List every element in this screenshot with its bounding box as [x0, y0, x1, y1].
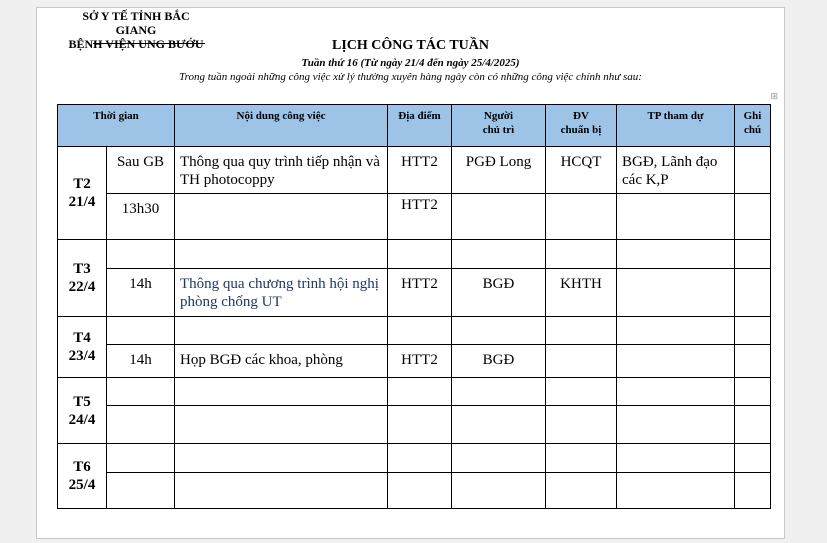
time-cell[interactable]: Sau GB — [107, 147, 175, 194]
note-cell[interactable] — [735, 378, 771, 406]
host-cell[interactable]: BGĐ — [452, 269, 546, 317]
time-cell[interactable]: 14h — [107, 345, 175, 378]
time-cell[interactable] — [107, 240, 175, 269]
location-cell[interactable] — [388, 444, 452, 473]
attendees-cell[interactable] — [617, 345, 735, 378]
note-cell[interactable] — [735, 406, 771, 444]
location-cell[interactable] — [388, 240, 452, 269]
content-cell[interactable] — [175, 444, 388, 473]
time-cell[interactable] — [107, 473, 175, 509]
attendees-cell[interactable] — [617, 194, 735, 240]
table-row — [58, 194, 771, 240]
attendees-cell[interactable] — [617, 317, 735, 345]
note-cell[interactable] — [735, 444, 771, 473]
table-row — [58, 147, 771, 194]
col-prep-label-1: ĐV — [573, 110, 589, 122]
day-name: T2 — [73, 176, 91, 192]
col-note-label-2: chú — [743, 124, 762, 136]
day-cell — [58, 444, 107, 509]
org-department: SỞ Y TẾ TỈNH BẮC GIANG — [82, 9, 190, 37]
host-cell[interactable] — [452, 406, 546, 444]
location-cell[interactable] — [388, 406, 452, 444]
location-cell[interactable] — [388, 317, 452, 345]
content-cell[interactable] — [175, 317, 388, 345]
host-cell[interactable] — [452, 317, 546, 345]
attendees-cell[interactable] — [617, 473, 735, 509]
content-cell[interactable] — [175, 194, 388, 240]
table-row — [58, 345, 771, 378]
time-cell[interactable] — [107, 317, 175, 345]
col-time-header: Thời gian — [58, 105, 175, 147]
col-location-header: Địa điểm — [388, 105, 452, 147]
prep-cell[interactable] — [546, 317, 617, 345]
note-cell[interactable] — [735, 317, 771, 345]
col-note-header — [735, 105, 771, 147]
prep-cell[interactable] — [546, 378, 617, 406]
prep-cell[interactable] — [546, 444, 617, 473]
location-cell[interactable] — [388, 378, 452, 406]
prep-cell[interactable] — [546, 345, 617, 378]
prep-cell[interactable]: KHTH — [546, 269, 617, 317]
host-cell[interactable] — [452, 378, 546, 406]
table-row — [58, 240, 771, 269]
note-cell[interactable] — [735, 345, 771, 378]
location-cell[interactable]: HTT2 — [388, 269, 452, 317]
prep-cell[interactable] — [546, 406, 617, 444]
prep-cell[interactable] — [546, 473, 617, 509]
attendees-cell[interactable]: BGĐ, Lãnh đạo các K,P — [617, 147, 735, 194]
content-cell[interactable]: Họp BGĐ các khoa, phòng — [175, 345, 388, 378]
content-cell[interactable]: Thông qua quy trình tiếp nhận và TH photocoppy — [175, 147, 388, 194]
location-cell[interactable]: HTT2 — [388, 345, 452, 378]
day-cell — [58, 378, 107, 444]
time-cell[interactable] — [107, 406, 175, 444]
day-cell — [58, 147, 107, 240]
note-cell[interactable] — [735, 269, 771, 317]
attendees-cell[interactable] — [617, 240, 735, 269]
host-cell[interactable] — [452, 444, 546, 473]
col-host-header — [452, 105, 546, 147]
table-row — [58, 473, 771, 509]
table-row — [58, 317, 771, 345]
time-cell[interactable] — [107, 444, 175, 473]
day-date: 22/4 — [68, 279, 96, 295]
table-row — [58, 406, 771, 444]
location-cell[interactable]: HTT2 — [388, 194, 452, 240]
intro-text: Trong tuần ngoài những công việc xử lý thường xuyên hàng ngày còn có những công việc chính như sau: — [179, 71, 642, 83]
schedule-table — [57, 104, 771, 509]
attendees-cell[interactable] — [617, 444, 735, 473]
location-cell[interactable]: HTT2 — [388, 147, 452, 194]
prep-cell[interactable] — [546, 194, 617, 240]
host-cell[interactable]: BGĐ — [452, 345, 546, 378]
content-cell[interactable]: Thông qua chương trình hội nghị phòng chống UT — [175, 269, 388, 317]
day-cell — [58, 317, 107, 378]
note-cell[interactable] — [735, 473, 771, 509]
day-name: T4 — [73, 330, 91, 346]
time-cell[interactable]: 13h30 — [107, 194, 175, 240]
day-date: 23/4 — [68, 348, 96, 364]
day-cell — [58, 240, 107, 317]
table-row — [58, 444, 771, 473]
col-content-header: Nội dung công việc — [175, 105, 388, 147]
page-title: LỊCH CÔNG TÁC TUẦN — [331, 38, 489, 53]
attendees-cell[interactable] — [617, 269, 735, 317]
col-attendees-header: TP tham dự — [617, 105, 735, 147]
week-subtitle: Tuần thứ 16 (Từ ngày 21/4 đến ngày 25/4/2025) — [301, 57, 520, 69]
day-name: T6 — [73, 459, 91, 475]
prep-cell[interactable]: HCQT — [546, 147, 617, 194]
prep-cell[interactable] — [546, 240, 617, 269]
document-page — [36, 7, 785, 539]
table-header-row — [58, 105, 771, 147]
host-cell[interactable] — [452, 473, 546, 509]
attendees-cell[interactable] — [617, 406, 735, 444]
content-cell[interactable] — [175, 240, 388, 269]
col-host-label-1: Người — [483, 110, 514, 122]
content-cell[interactable] — [175, 406, 388, 444]
attendees-cell[interactable] — [617, 378, 735, 406]
org-hospital: BỆNH VIỆN UNG BƯỚU — [68, 37, 204, 51]
content-cell[interactable] — [175, 473, 388, 509]
col-prep-label-2: chuẩn bị — [560, 124, 602, 136]
day-date: 25/4 — [68, 477, 96, 493]
col-prep-header — [546, 105, 617, 147]
day-date: 24/4 — [68, 411, 96, 428]
table-row — [58, 269, 771, 317]
table-row — [58, 378, 771, 406]
day-date: 21/4 — [68, 194, 96, 210]
day-name: T3 — [73, 261, 91, 277]
note-cell[interactable] — [735, 194, 771, 240]
col-host-label-2: chủ trì — [482, 124, 515, 136]
host-cell[interactable]: PGĐ Long — [452, 147, 546, 194]
day-name: T5 — [73, 393, 91, 410]
note-cell[interactable] — [735, 240, 771, 269]
note-cell[interactable] — [735, 147, 771, 194]
content-cell[interactable] — [175, 378, 388, 406]
location-cell[interactable] — [388, 473, 452, 509]
table-move-handle-icon[interactable]: ⊞ — [770, 92, 778, 102]
col-note-label-1: Ghi — [743, 110, 762, 122]
host-cell[interactable] — [452, 194, 546, 240]
time-cell[interactable]: 14h — [107, 269, 175, 317]
host-cell[interactable] — [452, 240, 546, 269]
time-cell[interactable] — [107, 378, 175, 406]
